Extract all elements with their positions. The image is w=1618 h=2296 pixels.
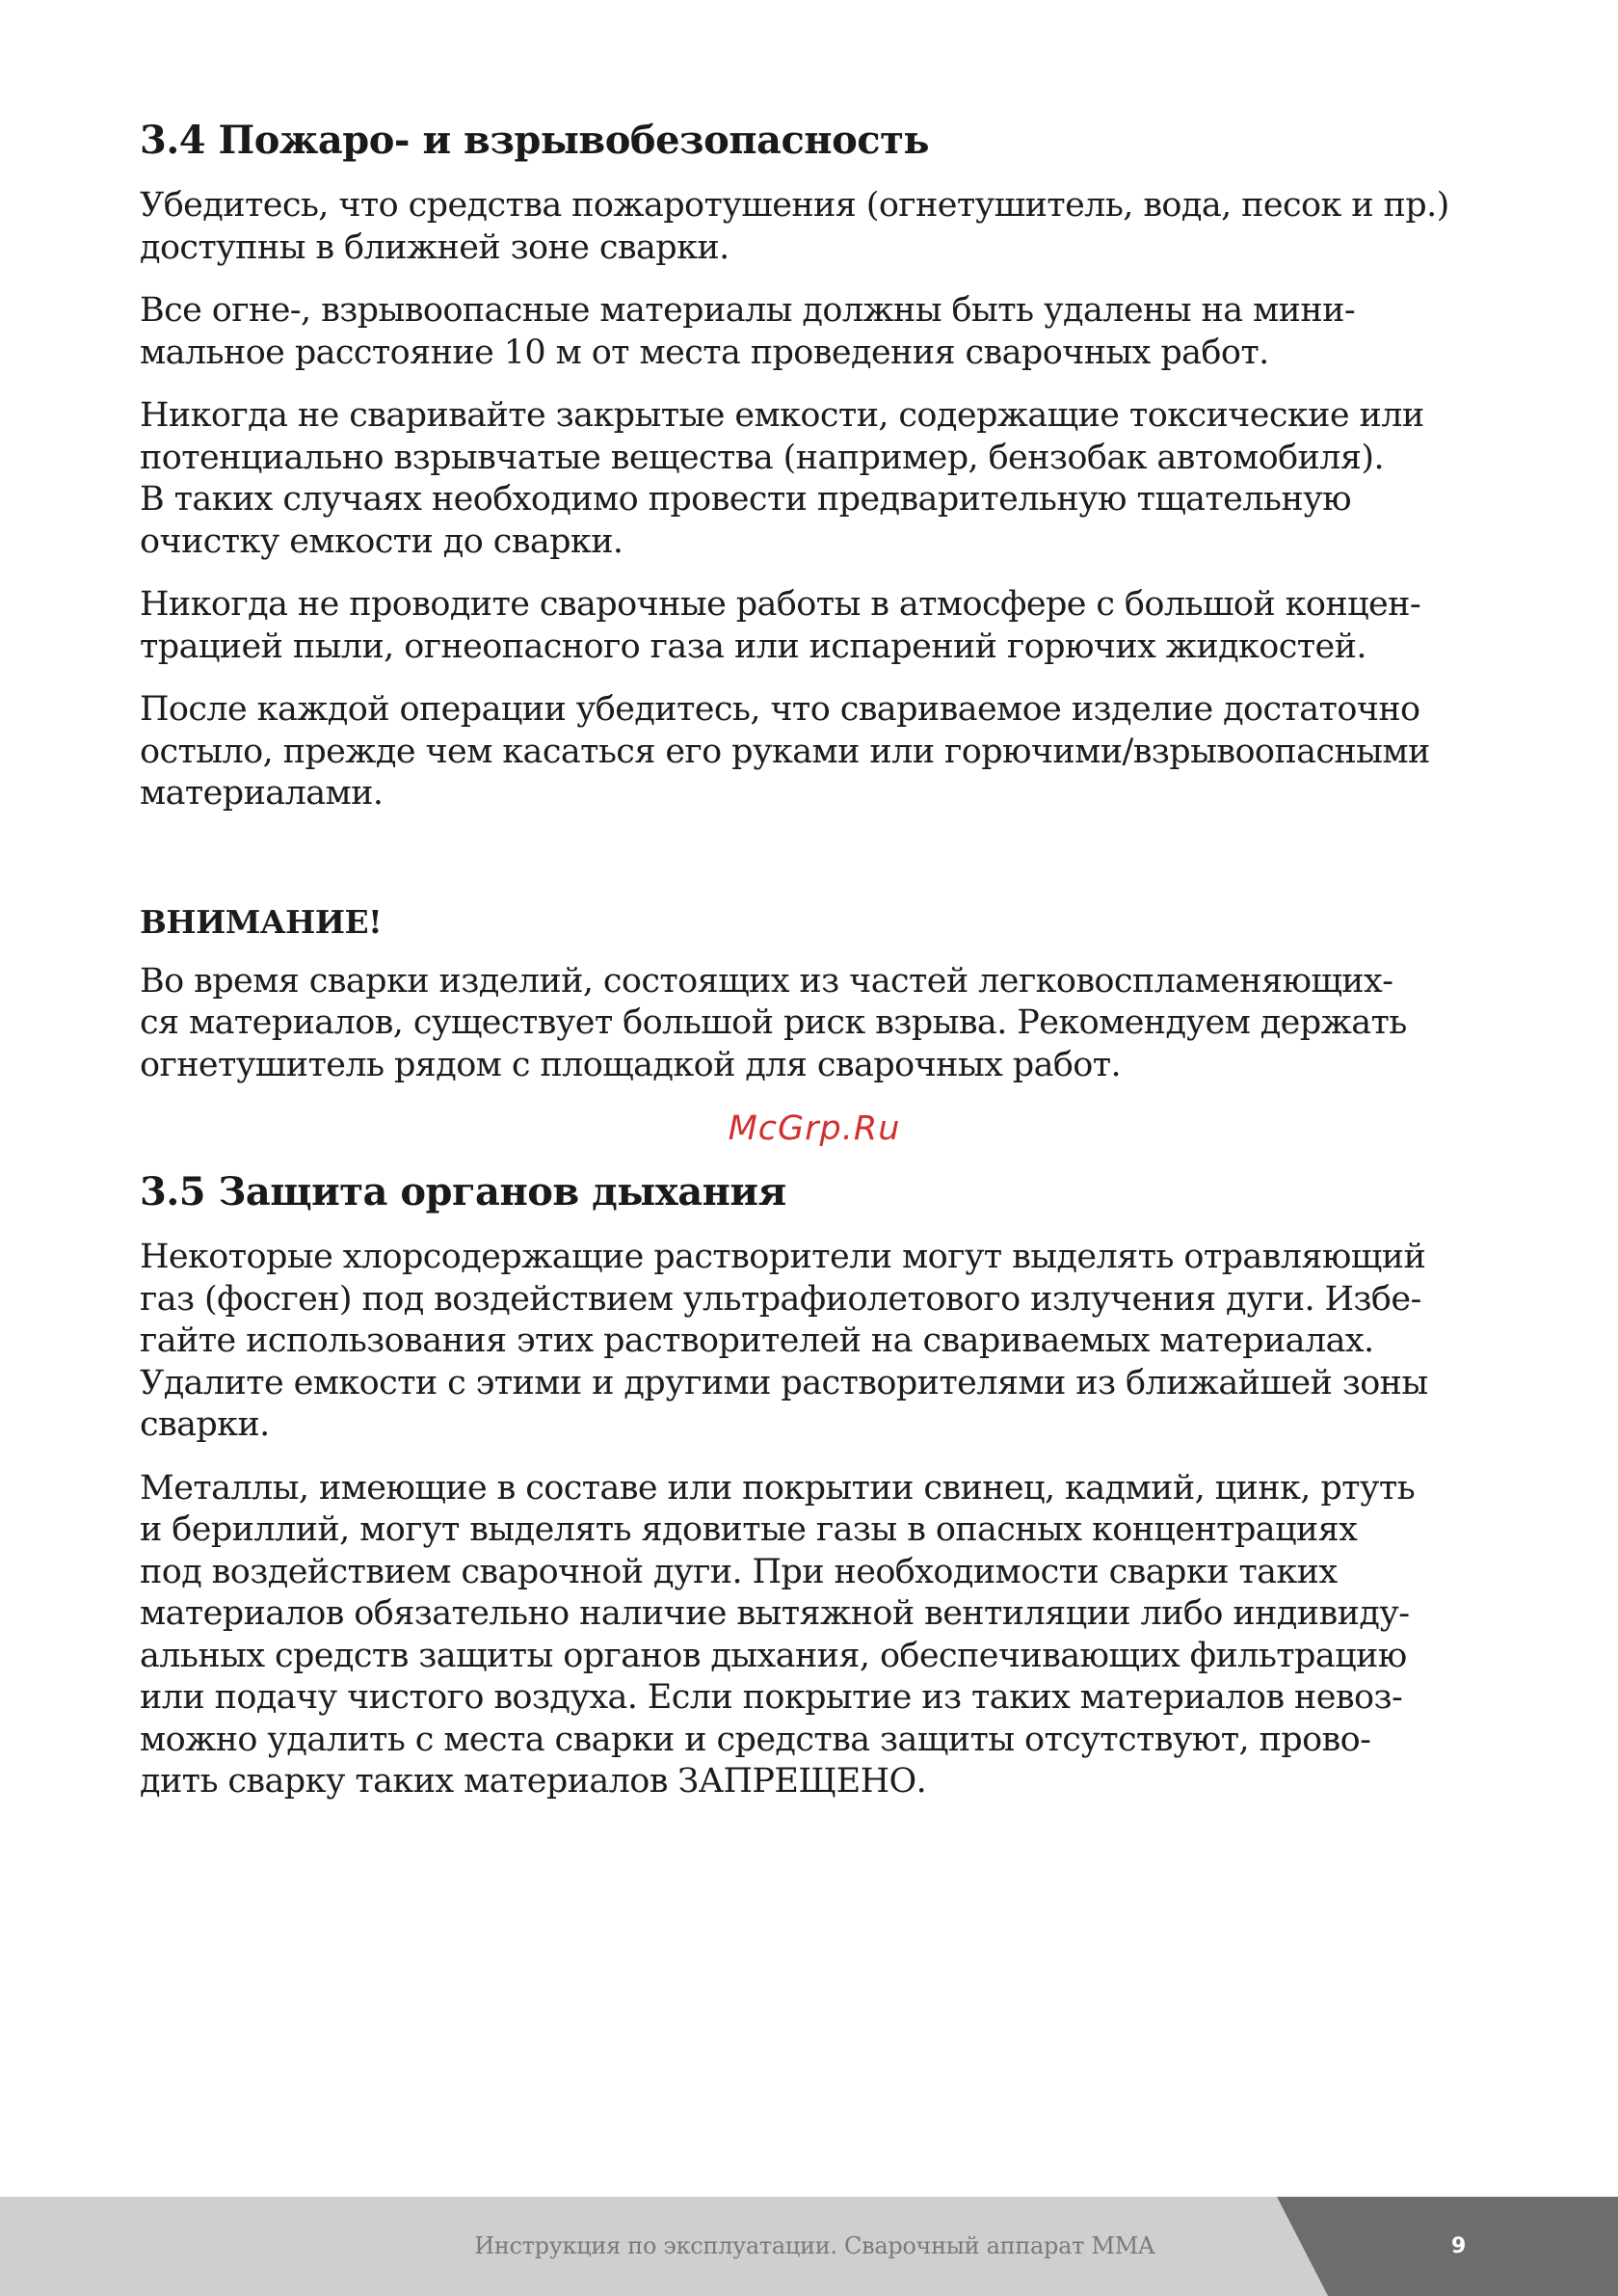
page-footer <box>0 2197 1618 2296</box>
page-number: 9 <box>1451 2234 1467 2258</box>
paragraph: Никогда не сваривайте закрытые емкости, содержащие токсические или потенциально взрывчатые вещества (например, бензобак автомобиля). В таких случаях необходимо провести предварительную тщательную очистку емкости до сварки. <box>140 396 1424 561</box>
watermark-link[interactable]: McGrp.Ru <box>728 1109 901 1148</box>
footer-page-tab <box>1277 2197 1618 2296</box>
page-content <box>140 114 1489 1825</box>
paragraph: Металлы, имеющие в составе или покрытии свинец, кадмий, цинк, ртуть и бериллий, могут выделять ядовитые газы в опасных концентрациях под воздействием сварочной дуги. При необходимости сварки таких материалов обязательно наличие вытяжной вентиляции либо индивиду- альных средств защиты органов дыхания, обеспечивающих фильтрацию или подачу чистого воздуха. Если покрытие из таких материалов невоз- можно удалить с места сварки и средства защиты отсутствуют, прово- дить сварку таких материалов ЗАПРЕЩЕНО. <box>140 1468 1416 1801</box>
section-title-respiratory: 3.5 Защита органов дыхания <box>140 1169 786 1215</box>
warning-title: ВНИМАНИЕ! <box>140 902 383 941</box>
paragraph: После каждой операции убедитесь, что свариваемое изделие достаточно остыло, прежде чем касаться его руками или горючими/взрывоопасными материалами. <box>140 690 1430 813</box>
footer-title: Инструкция по эксплуатации. Сварочный аппарат MMA <box>474 2232 1154 2259</box>
warning-text: Во время сварки изделий, состоящих из частей легковоспламеняющих- ся материалов, существует большой риск взрыва. Рекомендуем держать огнетушитель рядом с площадкой для сварочных работ. <box>140 961 1407 1084</box>
section-respiratory <box>140 1165 1489 1803</box>
section-title-fire-safety: 3.4 Пожаро- и взрывобезопасность <box>140 118 930 163</box>
paragraph: Все огне-, взрывоопасные материалы должны быть удалены на мини- мальное расстояние 10 м от места проведения сварочных работ. <box>140 291 1356 372</box>
paragraph: Убедитесь, что средства пожаротушения (огнетушитель, вода, песок и пр.) доступны в ближней зоне сварки. <box>140 186 1449 267</box>
paragraph: Некоторые хлорсодержащие растворители могут выделять отравляющий газ (фосген) под воздействием ультрафиолетового излучения дуги. Избе- гайте использования этих растворителей на свариваемых материалах. Удалите емкости с этими и другими растворителями из ближайшей зоны сварки. <box>140 1238 1428 1444</box>
paragraph: Никогда не проводите сварочные работы в атмосфере с большой концен- трацией пыли, огнеопасного газа или испарений горючих жидкостей. <box>140 585 1421 666</box>
